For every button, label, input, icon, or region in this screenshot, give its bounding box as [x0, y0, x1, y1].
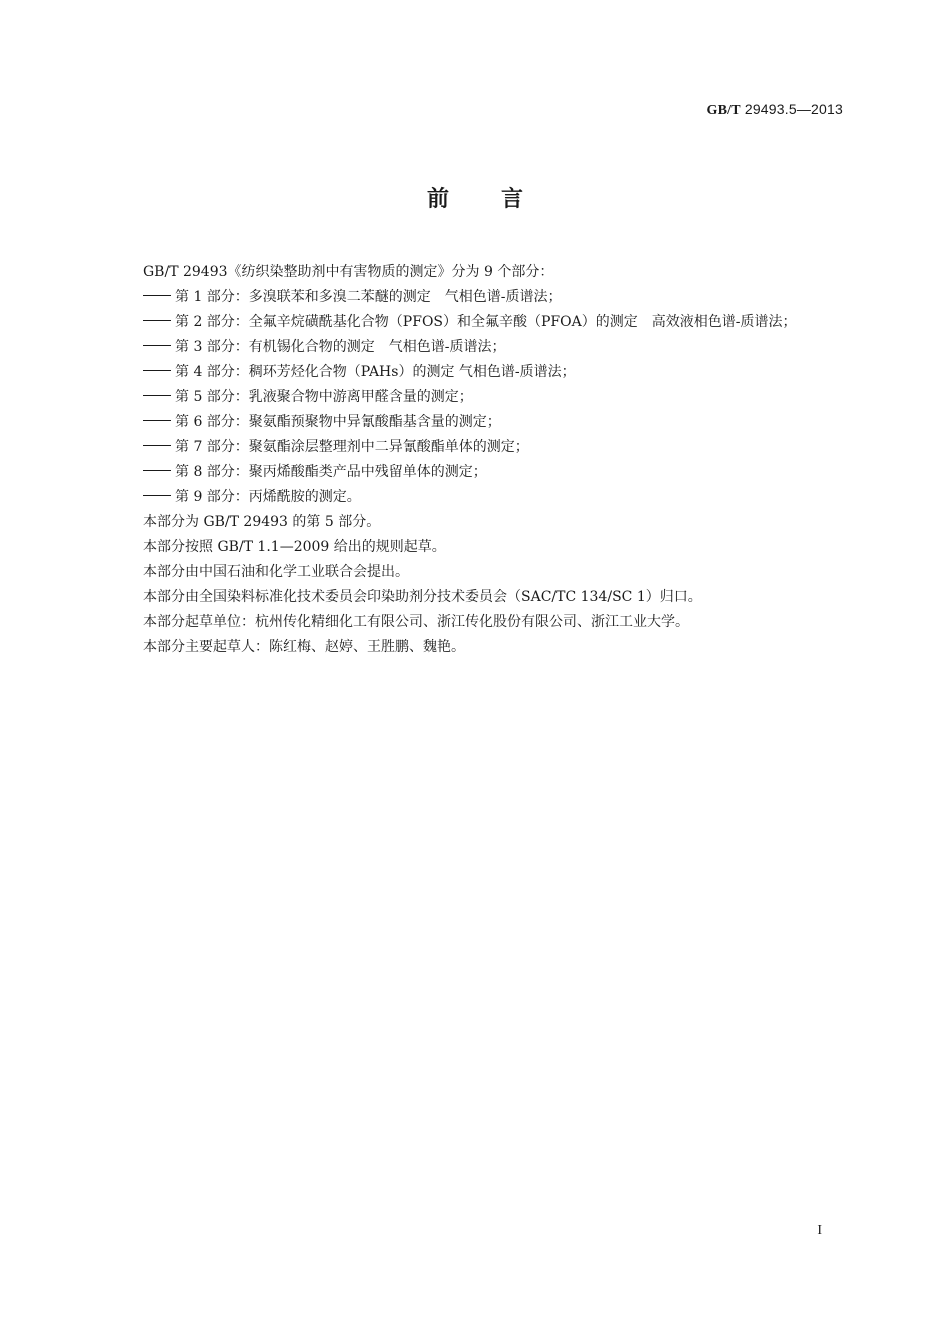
page-number: I — [817, 1223, 822, 1238]
part-text: 第 8 部分：聚丙烯酸酯类产品中残留单体的测定； — [175, 464, 487, 480]
standard-prefix: GB/T — [706, 103, 741, 118]
em-dash-marker — [143, 385, 175, 410]
paragraph: 本部分按照 GB/T 1.1—2009 给出的规则起草。 — [143, 539, 446, 555]
em-dash-marker — [143, 310, 175, 335]
em-dash-marker — [143, 410, 175, 435]
paragraph: 本部分由全国染料标准化技术委员会印染助剂分技术委员会（SAC/TC 134/SC 1）归口。 — [143, 589, 702, 605]
intro-line: GB/T 29493《纺织染整助剂中有害物质的测定》分为 9 个部分： — [143, 264, 554, 280]
part-text: 第 2 部分：全氟辛烷磺酰基化合物（PFOS）和全氟辛酸（PFOA）的测定 高效液相色谱-质谱法； — [175, 314, 797, 330]
page-title: 前言 — [426, 187, 575, 212]
em-dash-marker — [143, 460, 175, 485]
part-item-4 — [143, 360, 843, 385]
em-dash-marker — [143, 360, 175, 385]
part-item-2 — [143, 310, 843, 335]
em-dash-marker — [143, 335, 175, 360]
part-item-5 — [143, 385, 843, 410]
part-text: 第 1 部分：多溴联苯和多溴二苯醚的测定 气相色谱-质谱法； — [175, 289, 562, 305]
part-item-8 — [143, 460, 843, 485]
part-item-9 — [143, 485, 843, 510]
em-dash-marker — [143, 485, 175, 510]
part-item-7 — [143, 435, 843, 460]
part-text: 第 9 部分：丙烯酰胺的测定。 — [175, 489, 361, 505]
part-text: 第 5 部分：乳液聚合物中游离甲醛含量的测定； — [175, 389, 473, 405]
standard-code: 29493.5—2013 — [740, 101, 843, 117]
paragraph: 本部分为 GB/T 29493 的第 5 部分。 — [143, 514, 381, 530]
part-item-6 — [143, 410, 843, 435]
em-dash-marker — [143, 435, 175, 460]
part-text: 第 6 部分：聚氨酯预聚物中异氰酸酯基含量的测定； — [175, 414, 501, 430]
part-text: 第 7 部分：聚氨酯涂层整理剂中二异氰酸酯单体的测定； — [175, 439, 529, 455]
part-item-1 — [143, 285, 843, 310]
paragraph: 本部分由中国石油和化学工业联合会提出。 — [143, 564, 409, 580]
foreword-body — [143, 260, 843, 660]
standard-number — [706, 101, 843, 119]
part-text: 第 3 部分：有机锡化合物的测定 气相色谱-质谱法； — [175, 339, 506, 355]
paragraph: 本部分起草单位：杭州传化精细化工有限公司、浙江传化股份有限公司、浙江工业大学。 — [143, 614, 689, 630]
part-item-3 — [143, 335, 843, 360]
paragraph: 本部分主要起草人：陈红梅、赵婷、王胜鹏、魏艳。 — [143, 639, 465, 655]
part-text: 第 4 部分：稠环芳烃化合物（PAHs）的测定 气相色谱-质谱法； — [175, 364, 576, 380]
em-dash-marker — [143, 285, 175, 310]
